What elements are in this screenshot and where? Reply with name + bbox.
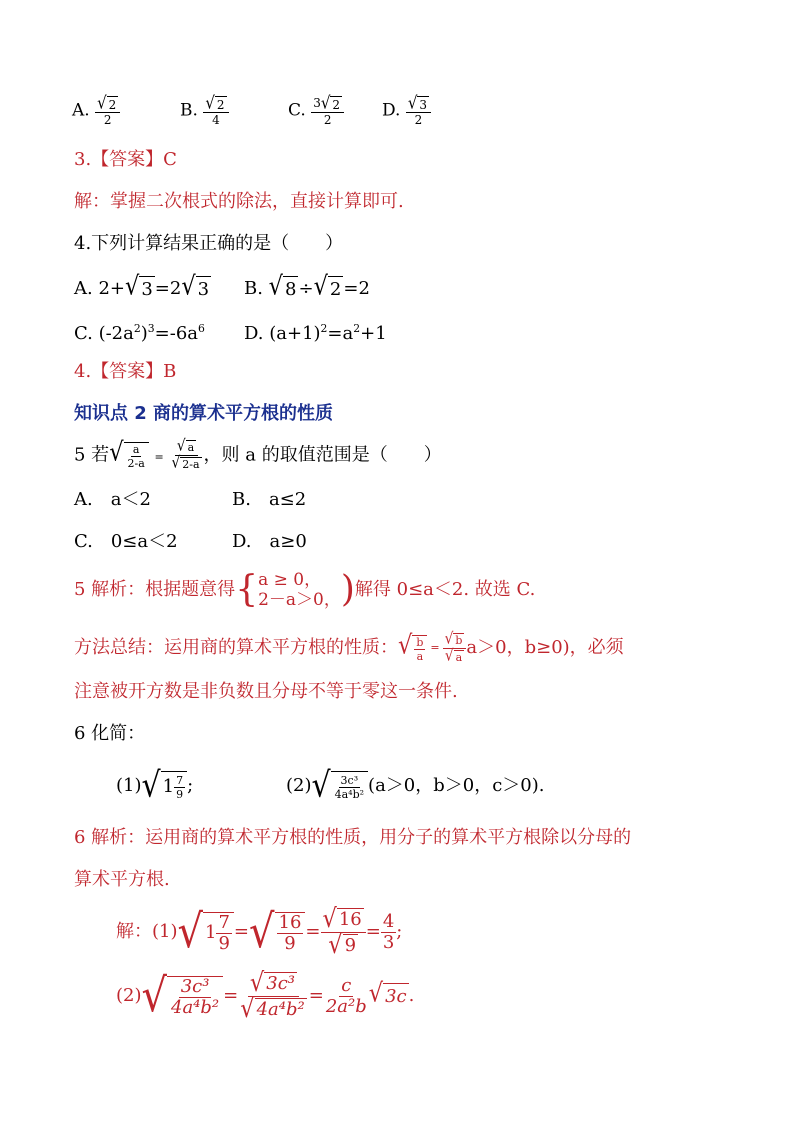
question-5-option-b: B. a≤2: [232, 489, 307, 510]
answer-4: 4.【答案】B: [74, 361, 177, 382]
method-summary-line2: 注意被开方数是非负数且分母不等于零这一条件.: [74, 681, 458, 702]
option-a-denominator: 2: [103, 113, 112, 127]
question-4-option-b: B. √ 8 ÷ √ 2 =2: [244, 271, 370, 302]
option-a-label: A.: [72, 100, 90, 121]
question-4-option-c: C. $(-2a^2)^3=-6a^6$: [74, 322, 205, 344]
option-d-label: D.: [382, 100, 401, 121]
option-c: C. 3 √ 2 2: [288, 96, 344, 126]
option-a-numerator: 2: [108, 97, 117, 112]
method-summary: 方法总结：运用商的算术平方根的性质： √ $\frac{b}{a}$ = √ b √ a a＞0，b≥0)，必须: [74, 629, 624, 665]
question-5-option-c: C. 0≤a＜2: [74, 531, 178, 552]
option-c-label: C.: [288, 100, 306, 121]
option-c-coef: 3: [313, 96, 321, 110]
answer-3: 3.【答案】C: [74, 149, 177, 170]
answer-3-explanation: 解：掌握二次根式的除法，直接计算即可.: [74, 191, 404, 212]
option-c-denominator: 2: [323, 113, 332, 127]
question-6-stem: 6 化简：: [74, 723, 146, 744]
answer-6-step-1: 解：(1) √ 1 $\frac{7}{9}$ = √ $\frac{16}{9}$ = √ 16 √ 9 = $\frac{4}{3}$ ;: [116, 904, 403, 960]
option-d-numerator: 3: [419, 97, 428, 112]
question-6-part-2: (2) √ $\frac{\text{3c³}}{\text{4a⁴b²}}$ (a＞0，b＞0，c＞0).: [286, 765, 545, 806]
question-6-part-1: (1) √ 1 $\frac{7}{9}$ ;: [116, 765, 194, 806]
answer-5: 5 解析：根据题意得 { a ≥ 0， 2－a＞0， ) 解得 0≤a＜2. 故选 C.: [74, 569, 536, 610]
answer-6-line1: 6 解析：运用商的算术平方根的性质，用分子的算术平方根除以分母的: [74, 827, 632, 848]
question-4-option-d: D. $(a+1)^2=a^2+1$: [244, 322, 387, 344]
option-b-denominator: 4: [212, 113, 220, 127]
question-4-option-a: A. 2+ √ 3 =2 √ 3: [74, 271, 210, 302]
option-d: D. √ 3 2: [382, 96, 431, 126]
question-5-option-a: A. a＜2: [74, 489, 151, 510]
option-b: B. √ 2 4: [180, 96, 229, 126]
question-5-option-d: D. a≥0: [232, 531, 307, 552]
answer-6-step-2: (2) √ $\frac{\text{3c³}}{\text{4a⁴b²}}$ = √ 3c³ √ 4a⁴b² = $\frac{c}{\text{2a²b}}$ √ 3c .: [116, 968, 415, 1024]
section-title: 知识点 2 商的算术平方根的性质: [74, 403, 334, 424]
option-b-label: B.: [180, 100, 198, 121]
option-b-numerator: 2: [216, 97, 225, 112]
answer-6-line2: 算术平方根.: [74, 869, 170, 890]
option-c-numerator: 2: [332, 97, 341, 112]
question-4-stem: 4.下列计算结果正确的是（ ）: [74, 233, 344, 254]
option-d-denominator: 2: [414, 113, 423, 127]
option-a: A. √ 2 2: [72, 96, 120, 126]
question-5-stem: 5 若 √ $\frac{a}{2-a}$ = √ a √ 2-a ，则 a 的取值范围是（ ）: [74, 436, 442, 472]
